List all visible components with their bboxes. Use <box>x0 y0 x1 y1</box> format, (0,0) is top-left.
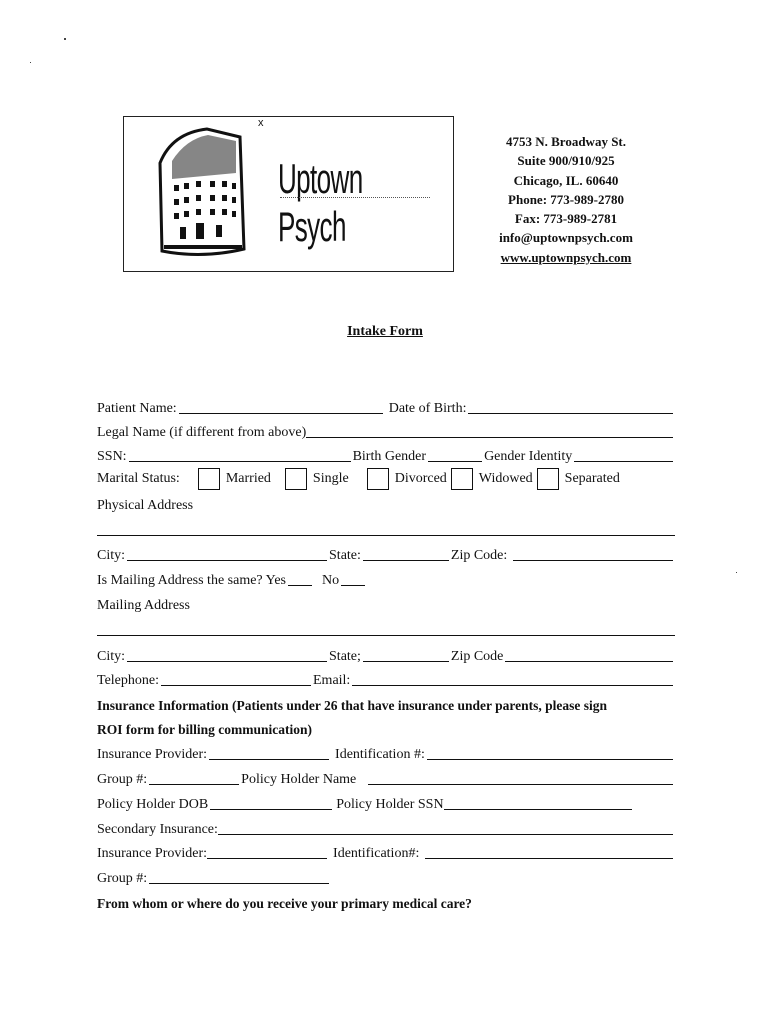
label: Insurance Provider: <box>97 846 208 861</box>
label: Identification#: <box>333 846 420 861</box>
scan-speck <box>736 572 737 573</box>
primary-care-question <box>97 890 675 912</box>
policy-holder-name-field[interactable] <box>368 770 673 785</box>
label: Telephone: <box>97 673 159 688</box>
label: Patient Name: <box>97 401 177 416</box>
option-label: Separated <box>564 471 620 486</box>
label: Policy Holder DOB <box>97 797 209 812</box>
logo-underline <box>280 197 430 198</box>
identification-field[interactable] <box>427 745 673 760</box>
single-checkbox[interactable] <box>285 468 307 490</box>
fax: Fax: 773-989-2781 <box>514 211 618 227</box>
mailing-state-field[interactable] <box>363 647 449 662</box>
phone: Phone: 773-989-2780 <box>508 191 624 207</box>
label: Birth Gender <box>352 449 427 464</box>
legal-name-row <box>97 419 675 441</box>
zip-code-field[interactable] <box>513 546 673 561</box>
option-label: Divorced <box>394 471 447 486</box>
group2-row <box>97 865 675 887</box>
insurance-provider-field[interactable] <box>209 745 329 760</box>
label: Gender Identity <box>484 449 573 464</box>
policy-holder-dob-row <box>97 791 675 813</box>
married-checkbox[interactable] <box>198 468 220 490</box>
ssn-field[interactable] <box>129 447 351 462</box>
label: Physical Address <box>97 498 194 513</box>
label: Date of Birth: <box>388 401 467 416</box>
secondary-group-field[interactable] <box>149 869 329 884</box>
insurance-info-heading <box>97 692 675 714</box>
telephone-row <box>97 667 675 689</box>
marital-status-row <box>97 466 675 492</box>
group-row <box>97 766 675 788</box>
label: SSN: <box>97 449 127 464</box>
city-row <box>97 542 675 564</box>
label: Secondary Insurance: <box>97 822 218 837</box>
label: Mailing Address <box>97 598 190 613</box>
separated-checkbox[interactable] <box>537 468 559 490</box>
option-label: Widowed <box>478 471 533 486</box>
primary-care-question-text: From whom or where do you receive your primary medical care? <box>97 896 472 911</box>
email-field[interactable] <box>352 671 673 686</box>
email-contact[interactable]: info@uptownpsych.com <box>499 230 633 246</box>
patient-name-field[interactable] <box>179 399 383 414</box>
secondary-insurance-provider-field[interactable] <box>207 844 327 859</box>
city2-row <box>97 643 675 665</box>
date-of-birth-field[interactable] <box>468 399 673 414</box>
label: Marital Status: <box>97 471 180 486</box>
mailing-same-no-field[interactable] <box>341 571 365 586</box>
label: Policy Holder Name <box>241 772 357 787</box>
state-field[interactable] <box>363 546 449 561</box>
label: Group #: <box>97 772 148 787</box>
label: Policy Holder SSN <box>336 797 444 812</box>
physical-address-field[interactable] <box>97 535 675 536</box>
physical-address-row <box>97 492 675 514</box>
mailing-same-row <box>97 567 675 589</box>
label: State: <box>329 548 361 563</box>
birth-gender-field[interactable] <box>428 447 482 462</box>
label: Legal Name (if different from above) <box>97 425 307 440</box>
label: Email: <box>313 673 351 688</box>
label: Insurance Provider: <box>97 747 208 762</box>
secondary-insurance-row <box>97 816 675 838</box>
label: No <box>322 573 340 588</box>
address-line: Suite 900/910/925 <box>517 153 615 169</box>
insurance-provider-row <box>97 741 675 763</box>
clinic-address <box>480 132 652 267</box>
logo-box <box>123 116 454 272</box>
widowed-checkbox[interactable] <box>451 468 473 490</box>
label: Identification #: <box>335 747 425 762</box>
label: State; <box>329 649 361 664</box>
address-line: 4753 N. Broadway St. <box>505 134 627 149</box>
mailing-city-field[interactable] <box>127 647 327 662</box>
secondary-identification-field[interactable] <box>425 844 673 859</box>
logo-mark: x <box>258 117 264 129</box>
legal-name-field[interactable] <box>306 423 673 438</box>
divorced-checkbox[interactable] <box>367 468 389 490</box>
address-line: Chicago, IL. 60640 <box>513 172 619 188</box>
policy-holder-dob-field[interactable] <box>210 795 332 810</box>
city-field[interactable] <box>127 546 327 561</box>
website-link[interactable]: www.uptownpsych.com <box>500 249 632 265</box>
label: Group #: <box>97 871 148 886</box>
option-label: Married <box>225 471 271 486</box>
label: City: <box>97 548 126 563</box>
label: Zip Code <box>450 649 504 664</box>
patient-name-row <box>97 395 675 417</box>
mailing-same-yes-field[interactable] <box>288 571 312 586</box>
insurance-info-text: Insurance Information (Patients under 26 that have insurance under parents, please sign <box>97 698 608 713</box>
scan-speck <box>30 62 31 63</box>
telephone-field[interactable] <box>161 671 311 686</box>
insurance-info-text: ROI form for billing communication) <box>97 722 312 737</box>
mailing-zip-field[interactable] <box>505 647 673 662</box>
gender-identity-field[interactable] <box>574 447 673 462</box>
policy-holder-ssn-field[interactable] <box>444 795 632 810</box>
option-label: Single <box>312 471 349 486</box>
insurance-provider2-row <box>97 840 675 862</box>
label: Zip Code: <box>450 548 508 563</box>
scan-speck <box>64 38 66 40</box>
ssn-row <box>97 443 675 465</box>
logo-name: Uptown Psych <box>278 155 363 250</box>
label: City: <box>97 649 126 664</box>
mailing-address-field[interactable] <box>97 635 675 636</box>
label: Is Mailing Address the same? Yes <box>97 573 286 588</box>
secondary-insurance-field[interactable] <box>218 820 673 835</box>
insurance-info-heading-cont <box>97 716 675 738</box>
group-field[interactable] <box>149 770 239 785</box>
building-logo-icon <box>152 123 252 259</box>
form-title: Intake Form <box>347 324 423 339</box>
mailing-address-row <box>97 592 675 614</box>
